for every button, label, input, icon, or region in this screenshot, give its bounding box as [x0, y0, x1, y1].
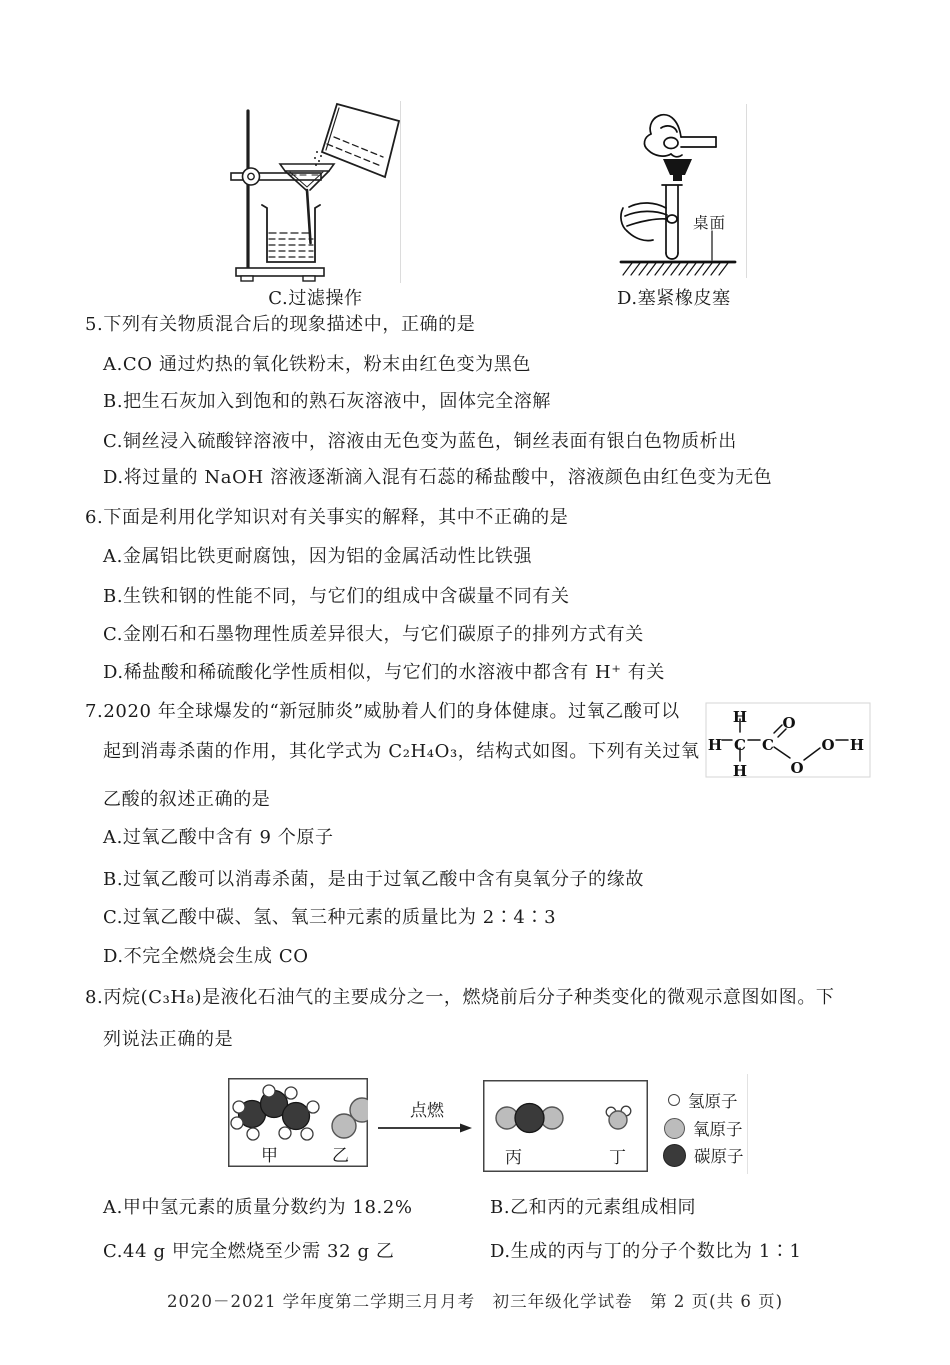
- q5-option-a: A.CO 通过灼热的氧化铁粉末，粉末由红色变为黑色: [103, 354, 531, 375]
- q8-stem-line2: 列说法正确的是: [103, 1029, 234, 1050]
- atom-h-right: H: [849, 736, 865, 754]
- atom-o-lower: O: [790, 759, 804, 777]
- q8-stem-line1: 8.丙烷(C₃H₈)是液化石油气的主要成分之一，燃烧前后分子种类变化的微观示意图如图。下: [85, 987, 835, 1008]
- page-footer: 2020－2021 学年度第二学期三月月考 初三年级化学试卷 第 2 页(共 6 页): [166, 1292, 784, 1311]
- q6-option-b: B.生铁和钢的性能不同，与它们的组成中含碳量不同有关: [103, 586, 570, 607]
- atom-o-right: O: [821, 736, 835, 754]
- upper-hand: [644, 115, 716, 157]
- q5-option-c: C.铜丝浸入硫酸锌溶液中，溶液由无色变为蓝色，铜丝表面有银白色物质析出: [103, 431, 737, 452]
- carbon-atom-icon: [663, 1144, 686, 1167]
- figure-stopper: [615, 100, 748, 282]
- iron-stand: [231, 111, 324, 281]
- beaker: [262, 205, 320, 262]
- atom-h-bottom: H: [732, 762, 748, 780]
- atom-c1: C: [734, 736, 746, 754]
- q7-option-a: A.过氧乙酸中含有 9 个原子: [103, 827, 334, 848]
- legend-hydrogen: [668, 1088, 738, 1112]
- figure-filtration-caption: C.过滤操作: [268, 288, 363, 309]
- filtration-drawing: [228, 95, 403, 287]
- q7-stem-line3: 乙酸的叙述正确的是: [103, 789, 271, 810]
- water-molecule: [606, 1106, 631, 1129]
- rubber-stopper: [663, 159, 692, 181]
- carbon-dioxide-molecule: [496, 1104, 563, 1133]
- legend-hydrogen-label: 氢原子: [688, 1092, 738, 1111]
- atoms: [708, 708, 864, 780]
- label-yi: 乙: [332, 1146, 349, 1166]
- legend-carbon-label: 碳原子: [694, 1147, 744, 1166]
- reaction-arrow: [368, 1118, 478, 1138]
- test-tube: [662, 185, 682, 259]
- q7-option-c: C.过氧乙酸中碳、氢、氧三种元素的质量比为 2∶4∶3: [103, 907, 557, 928]
- atom-c2: C: [762, 736, 774, 754]
- q7-option-d: D.不完全燃烧会生成 CO: [103, 946, 309, 967]
- q8-option-b: B.乙和丙的元素组成相同: [490, 1197, 697, 1218]
- figure-reaction-diagram: [228, 1074, 750, 1174]
- legend-oxygen: [664, 1116, 743, 1140]
- q5-option-d: D.将过量的 NaOH 溶液逐渐滴入混有石蕊的稀盐酸中，溶液颜色由红色变为无色: [103, 467, 773, 488]
- hydrogen-atom-icon: [668, 1094, 680, 1106]
- label-jia: 甲: [261, 1146, 278, 1166]
- q8-option-d: D.生成的丙与丁的分子个数比为 1∶1: [490, 1241, 802, 1262]
- figure-stopper-caption: D.塞紧橡皮塞: [617, 288, 731, 309]
- ignite-label: 点燃: [410, 1101, 444, 1121]
- q5-stem: 5.下列有关物质混合后的现象描述中，正确的是: [85, 314, 476, 335]
- label-bing: 丙: [505, 1148, 522, 1168]
- q6-option-a: A.金属铝比铁更耐腐蚀，因为铝的金属活动性比铁强: [103, 546, 533, 567]
- label-ding: 丁: [609, 1148, 626, 1168]
- q6-option-c: C.金刚石和石墨物理性质差异很大，与它们碳原子的排列方式有关: [103, 624, 644, 645]
- q6-stem: 6.下面是利用化学知识对有关事实的解释，其中不正确的是: [85, 507, 569, 528]
- legend-carbon: [663, 1143, 744, 1167]
- oxygen-molecule: [332, 1098, 368, 1138]
- stopper-drawing: [615, 100, 748, 282]
- q7-option-b: B.过氧乙酸可以消毒杀菌，是由于过氧乙酸中含有臭氧分子的缘故: [103, 869, 644, 890]
- atom-h-top: H: [732, 708, 748, 726]
- figure-structural-formula: [700, 698, 880, 782]
- structural-formula-drawing: [700, 698, 880, 782]
- q6-option-d: D.稀盐酸和稀硫酸化学性质相似，与它们的水溶液中都含有 H⁺ 有关: [103, 662, 665, 683]
- scan-border: [747, 1074, 748, 1174]
- legend-oxygen-label: 氧原子: [693, 1120, 743, 1139]
- atom-h-left: H: [707, 736, 723, 754]
- table-surface-label: 桌面: [693, 214, 727, 232]
- figure-filtration: [228, 95, 403, 287]
- q8-option-c: C.44 g 甲完全燃烧至少需 32 g 乙: [103, 1241, 395, 1262]
- atom-o-double: O: [782, 714, 796, 732]
- q8-option-a: A.甲中氢元素的质量分数约为 18.2%: [103, 1197, 413, 1218]
- q5-option-b: B.把生石灰加入到饱和的熟石灰溶液中，固体完全溶解: [103, 391, 551, 412]
- q7-stem-line1: 7.2020 年全球爆发的“新冠肺炎”威胁着人们的身体健康。过氧乙酸可以: [85, 701, 680, 722]
- q7-stem-line2: 起到消毒杀菌的作用，其化学式为 C₂H₄O₃，结构式如图。下列有关过氧: [103, 741, 700, 762]
- lower-hand: [621, 203, 677, 241]
- propane-molecule: [231, 1085, 319, 1140]
- oxygen-atom-icon: [664, 1118, 685, 1139]
- pouring-beaker: [322, 104, 399, 177]
